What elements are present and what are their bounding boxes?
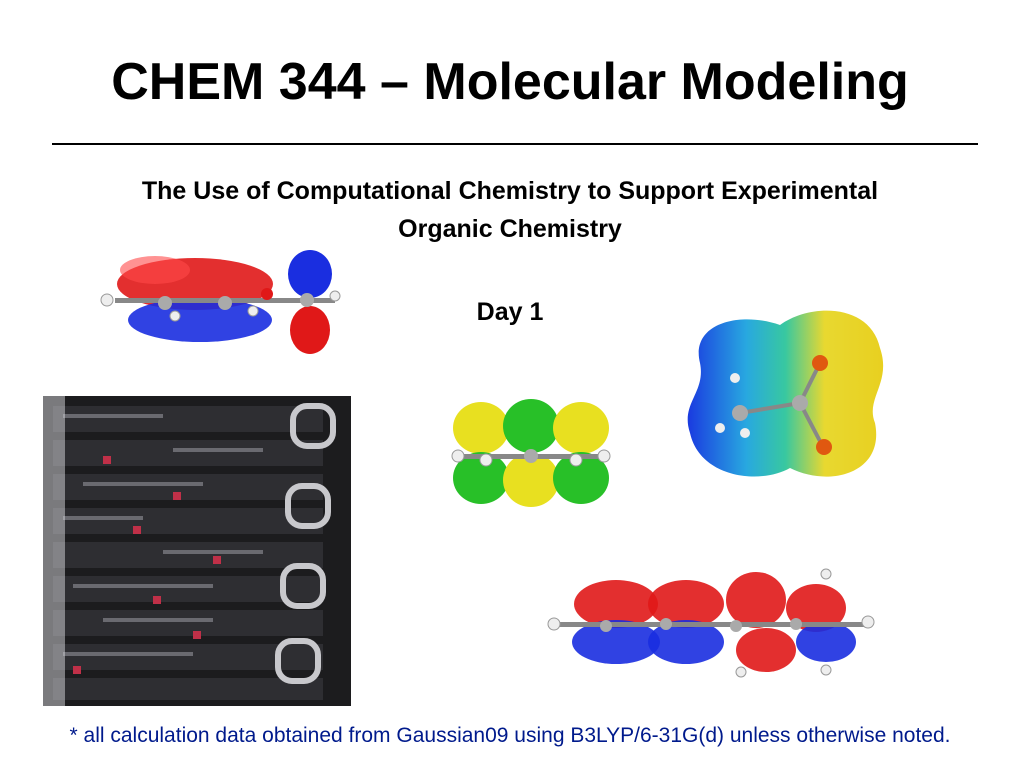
server-rack-photo bbox=[43, 396, 351, 706]
subtitle-line-2: Organic Chemistry bbox=[398, 215, 622, 243]
day-label: Day 1 bbox=[476, 298, 544, 326]
slide-subtitle bbox=[60, 172, 960, 248]
ethylene-orbital-image bbox=[446, 398, 616, 508]
acetate-esp-map-image bbox=[680, 303, 890, 488]
slide-title: CHEM 344 – Molecular Modeling bbox=[111, 53, 909, 111]
benzaldehyde-orbital-image bbox=[95, 248, 350, 360]
footnote: * all calculation data obtained from Gaussian09 using B3LYP/6-31G(d) unless otherwise noted. bbox=[69, 724, 951, 747]
subtitle-line-1: The Use of Computational Chemistry to Support Experimental bbox=[141, 177, 879, 205]
title-divider bbox=[52, 143, 978, 145]
stilbene-orbital-image bbox=[546, 564, 878, 682]
